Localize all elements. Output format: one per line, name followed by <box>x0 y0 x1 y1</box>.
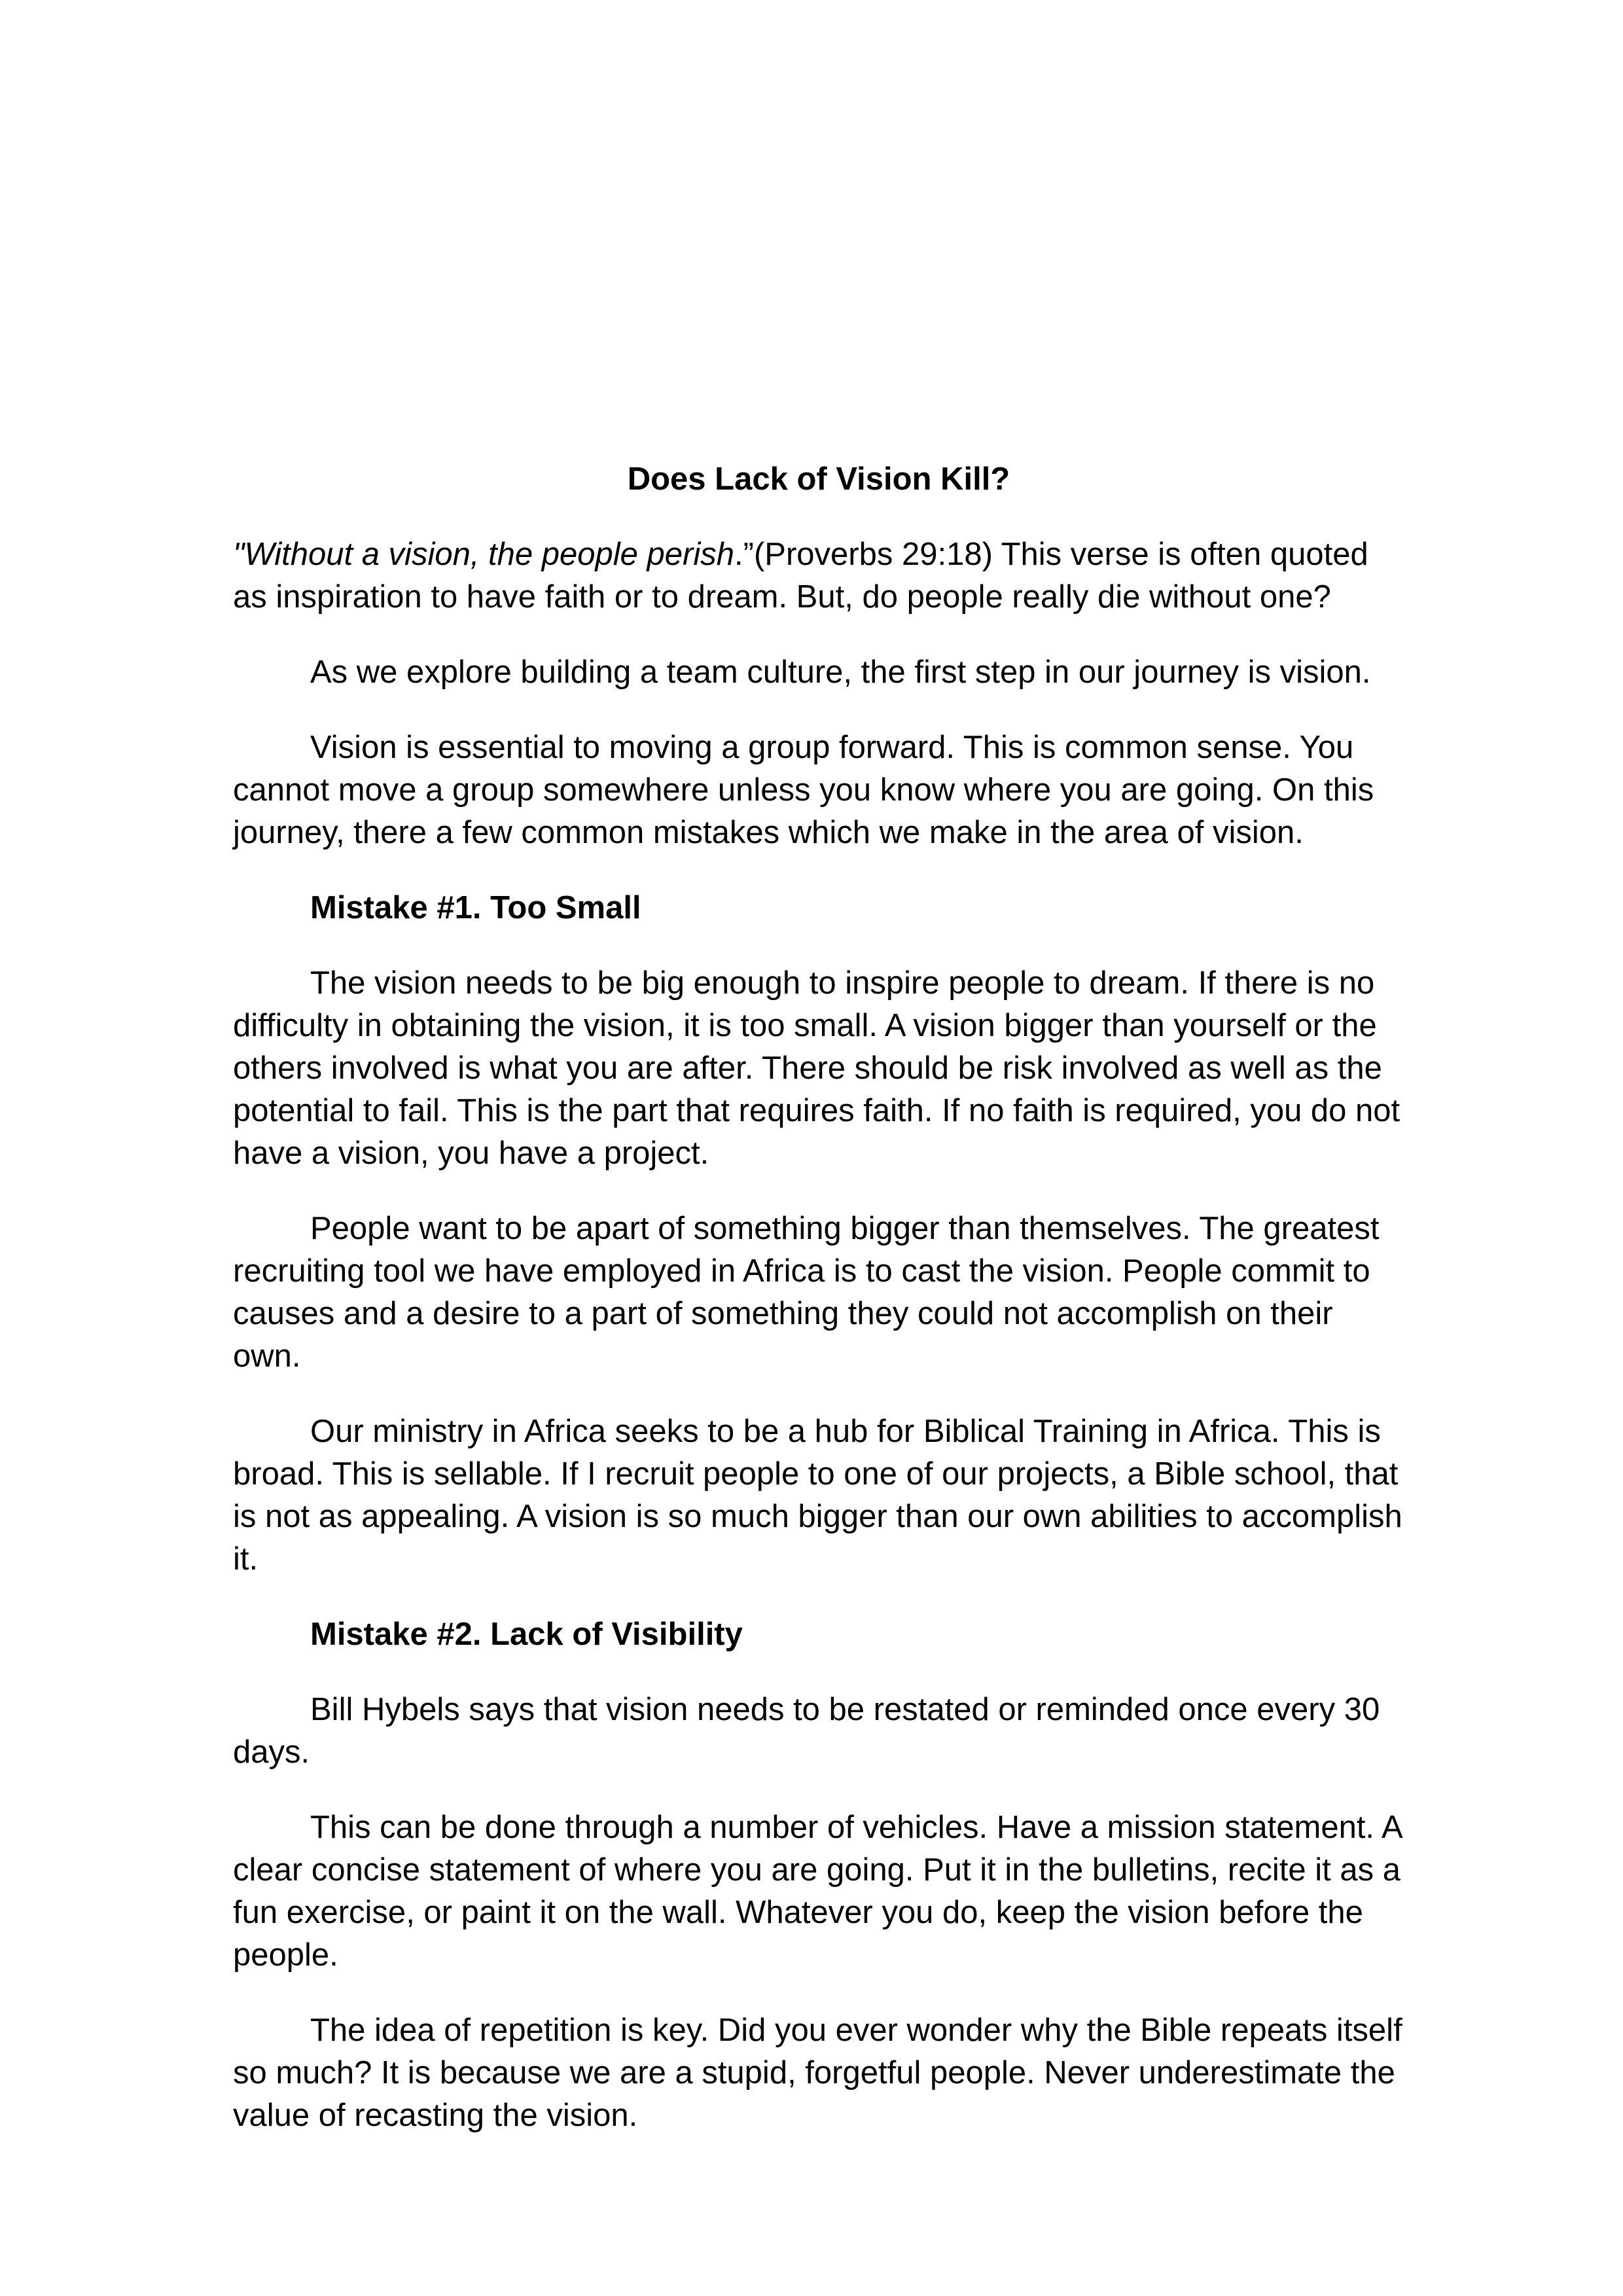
document-body <box>233 458 1404 2170</box>
paragraph-team-culture: As we explore building a team culture, the first step in our journey is vision. <box>310 655 1371 690</box>
heading-mistake-1: Mistake #1. Too Small <box>310 890 641 925</box>
paragraph-ministry-africa: Our ministry in Africa seeks to be a hub for Biblical Training in Africa. This is broad. This is sellable. If I recruit people to one of our projects, a Bible school, that is not as appealing. A vision is so much bigger than our own abilities to accomplish it. <box>233 1414 1402 1577</box>
paragraph-something-bigger: People want to be apart of something bigger than themselves. The greatest recruiting tool we have employed in Africa is to cast the vision. People commit to causes and a desire to a part of something they could not accomplish on their own. <box>233 1211 1380 1374</box>
heading-mistake-2: Mistake #2. Lack of Visibility <box>310 1617 743 1652</box>
document-title: Does Lack of Vision Kill? <box>627 461 1010 497</box>
paragraph-bill-hybels: Bill Hybels says that vision needs to be restated or reminded once every 30 days. <box>233 1692 1380 1770</box>
proverbs-quote: "Without a vision, the people perish <box>233 537 735 572</box>
intro-rest: .”(Proverbs 29:18) This verse is often quoted as inspiration to have faith or to dream. But, do people really die without one? <box>233 537 1368 615</box>
paragraph-vision-big-enough: The vision needs to be big enough to inspire people to dream. If there is no difficulty in obtaining the vision, it is too small. A vision bigger than yourself or the others involved is what you are after. There should be risk involved as well as the potential to fail. This is the part that requires faith. If no faith is required, you do not have a vision, you have a project. <box>233 965 1400 1171</box>
paragraph-repetition: The idea of repetition is key. Did you ever wonder why the Bible repeats itself so much? It is because we are a stupid, forgetful people. Never underestimate the value of recasting the vision. <box>233 2013 1402 2133</box>
intro-paragraph <box>233 533 1404 619</box>
paragraph-vehicles: This can be done through a number of vehicles. Have a mission statement. A clear concise statement of where you are going. Put it in the bulletins, recite it as a fun exercise, or paint it on the wall. Whatever you do, keep the vision before the people. <box>233 1810 1401 1973</box>
paragraph-vision-essential: Vision is essential to moving a group forward. This is common sense. You cannot move a group somewhere unless you know where you are going. On this journey, there a few common mistakes which we make in the area of vision. <box>233 730 1374 850</box>
